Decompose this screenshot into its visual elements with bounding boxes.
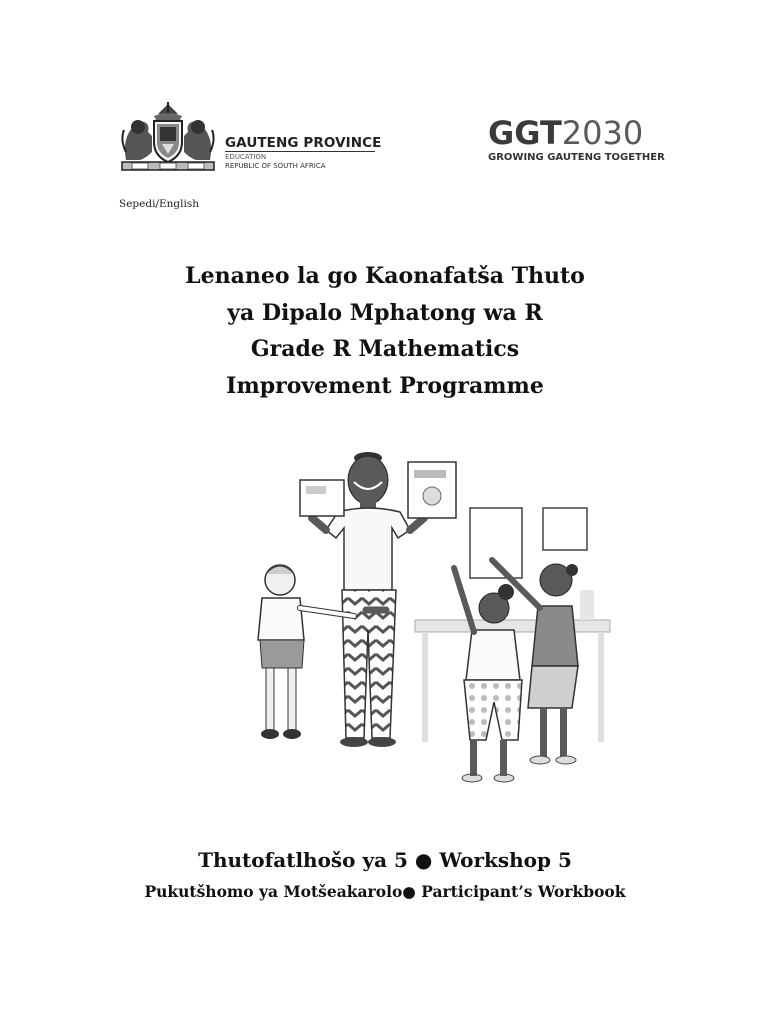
ggt-tagline: GROWING GAUTENG TOGETHER xyxy=(488,152,665,163)
country-name: REPUBLIC OF SOUTH AFRICA xyxy=(225,162,326,170)
teacher-children-illustration-icon xyxy=(250,440,620,795)
language-label: Sepedi/English xyxy=(119,198,199,210)
title-line-4: Improvement Programme xyxy=(226,372,544,399)
ggt-text: GGT xyxy=(488,114,562,152)
ggt-year: 2030 xyxy=(561,114,644,152)
title-line-1: Lenaneo la go Kaonafatša Thuto xyxy=(185,263,585,289)
title-line-3: Grade R Mathematics xyxy=(250,336,520,362)
gauteng-province-logo xyxy=(118,100,388,175)
workbook-subtitle: Pukutšhomo ya Motšeakarolo● Participant’s Workbook xyxy=(144,882,626,901)
ggt-wordmark xyxy=(488,114,668,152)
workshop-title: Thutofatlhošo ya 5 ● Workshop 5 xyxy=(198,848,572,872)
province-name: GAUTENG PROVINCE xyxy=(225,135,382,151)
page-title xyxy=(0,258,770,404)
ggt2030-logo xyxy=(488,114,668,167)
logo-divider xyxy=(225,151,375,152)
department-name: EDUCATION xyxy=(225,153,267,161)
coat-of-arms-icon xyxy=(118,100,218,175)
title-line-2: ya Dipalo Mphatong wa R xyxy=(227,299,543,326)
